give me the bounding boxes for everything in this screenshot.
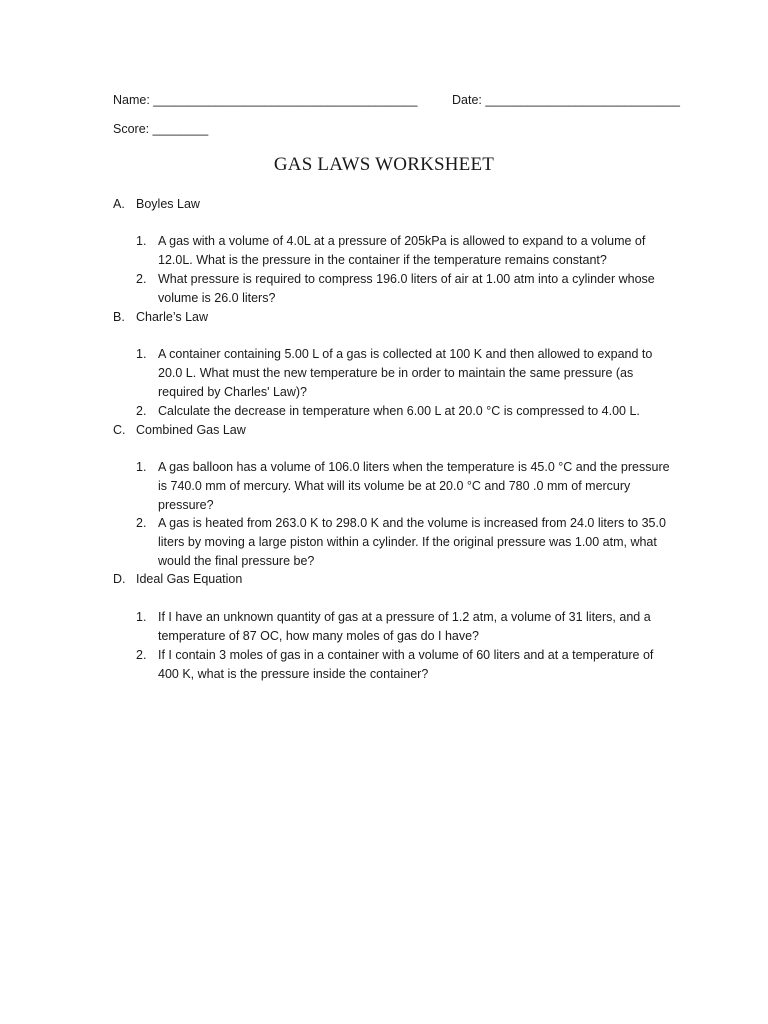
section-title: Combined Gas Law [136, 423, 246, 437]
question-a2 [136, 270, 676, 308]
question-d1 [136, 608, 676, 646]
section-letter: D. [113, 572, 126, 586]
question-text: What pressure is required to compress 196.0 liters of air at 1.00 atm into a cylinder whose volume is 26.0 liters? [158, 272, 655, 305]
question-c1 [136, 458, 676, 515]
question-number: 1. [136, 610, 147, 624]
section-title: Charle’s Law [136, 310, 209, 324]
question-text: Calculate the decrease in temperature when 6.00 L at 20.0 °C is compressed to 4.00 L. [158, 404, 640, 418]
question-number: 2. [136, 404, 147, 418]
question-text: A gas is heated from 263.0 K to 298.0 K and the volume is increased from 24.0 liters to 35.0 liters by moving a large piston within a cylinder. If the original pressure was 1.00 atm, what would the final pressure be? [158, 516, 666, 568]
question-number: 2. [136, 648, 147, 662]
question-number: 1. [136, 347, 147, 361]
question-text: If I have an unknown quantity of gas at a pressure of 1.2 atm, a volume of 31 liters, and a temperature of 87 OC, how many moles of gas do I have? [158, 610, 651, 643]
name-field-line: Name: ______________________________________ [113, 93, 418, 107]
question-number: 1. [136, 234, 147, 248]
date-field-line: Date: ____________________________ [452, 93, 681, 107]
question-text: A container containing 5.00 L of a gas is collected at 100 K and then allowed to expand to 20.0 L. What must the new temperature be in order to maintain the same pressure (as required by Charles' Law)? [158, 347, 653, 399]
section-d-heading [113, 572, 673, 586]
score-field-line: Score: ________ [113, 122, 209, 136]
section-c-heading [113, 423, 673, 437]
question-number: 1. [136, 460, 147, 474]
question-text: If I contain 3 moles of gas in a container with a volume of 60 liters and at a temperature of 400 K, what is the pressure inside the container? [158, 648, 654, 681]
question-d2 [136, 646, 676, 684]
section-letter: A. [113, 197, 125, 211]
question-a1 [136, 232, 676, 270]
section-title: Boyles Law [136, 197, 200, 211]
question-c2 [136, 514, 676, 571]
section-b-heading [113, 310, 673, 324]
section-a-heading [113, 197, 673, 211]
question-number: 2. [136, 272, 147, 286]
question-b1 [136, 345, 676, 402]
question-b2 [136, 402, 676, 421]
question-number: 2. [136, 516, 147, 530]
section-letter: C. [113, 423, 126, 437]
question-text: A gas balloon has a volume of 106.0 liters when the temperature is 45.0 °C and the pressure is 740.0 mm of mercury. What will its volume be at 20.0 °C and 780 .0 mm of mercury pressure? [158, 460, 670, 512]
section-title: Ideal Gas Equation [136, 572, 243, 586]
section-letter: B. [113, 310, 125, 324]
page-title: GAS LAWS WORKSHEET [273, 154, 495, 175]
question-text: A gas with a volume of 4.0L at a pressure of 205kPa is allowed to expand to a volume of 12.0L. What is the pressure in the container if the temperature remains constant? [158, 234, 646, 267]
